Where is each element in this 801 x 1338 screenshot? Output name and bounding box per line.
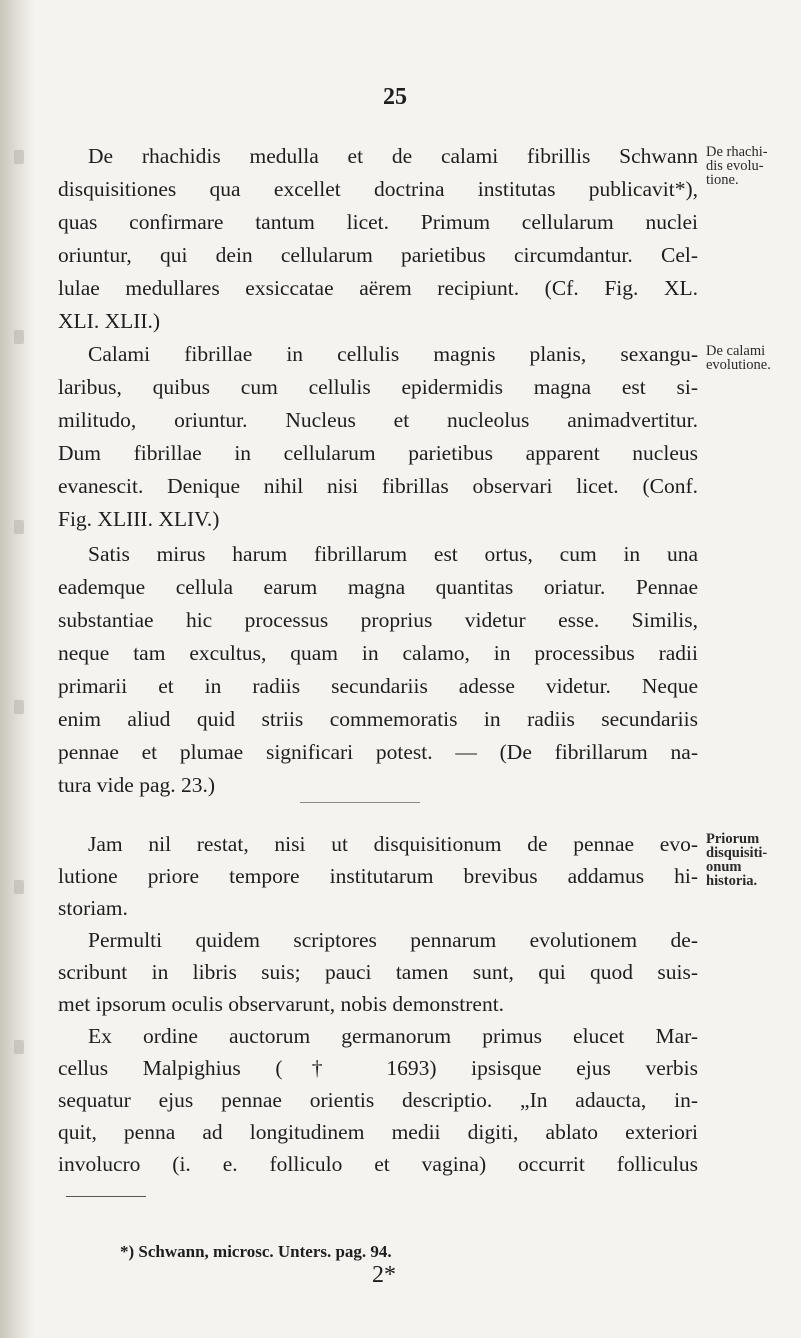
bleed-mark xyxy=(14,880,24,894)
footnote-divider xyxy=(66,1196,146,1197)
text-line: quas confirmare tantum licet. Primum cellularum nuclei xyxy=(58,210,698,234)
margin-note-history: Priorum disquisiti- onum historia. xyxy=(706,831,768,889)
text-line: sequatur ejus pennae orientis descriptio. „In adaucta, in- xyxy=(58,1088,698,1112)
text-line: disquisitiones qua excellet doctrina institutas publicavit*), xyxy=(58,177,698,201)
bleed-mark xyxy=(14,150,24,164)
bleed-mark xyxy=(14,1040,24,1054)
text-line: enim aliud quid striis commemoratis in radiis secundariis xyxy=(58,707,698,731)
text-line: Jam nil restat, nisi ut disquisitionum de pennae evo- xyxy=(88,832,698,856)
text-line: cellus Malpighius († 1693) ipsisque ejus verbis xyxy=(58,1056,698,1080)
text-line: De rhachidis medulla et de calami fibrillis Schwann xyxy=(88,144,698,168)
text-line: pennae et plumae significari potest. — (De fibrillarum na- xyxy=(58,740,698,764)
margin-note-rhachis: De rhachi- dis evolu- tione. xyxy=(706,144,768,188)
text-line: Ex ordine auctorum germanorum primus elucet Mar- xyxy=(88,1024,698,1048)
page-number: 25 xyxy=(383,84,407,110)
text-line: substantiae hic processus proprius videtur esse. Similis, xyxy=(58,608,698,632)
text-line: neque tam excultus, quam in calamo, in processibus radii xyxy=(58,641,698,665)
text-line: evanescit. Denique nihil nisi fibrillas observari licet. (Conf. xyxy=(58,474,698,498)
text-line: lutione priore tempore institutarum brevibus addamus hi- xyxy=(58,864,698,888)
page-gutter-shadow xyxy=(0,0,34,1338)
text-line: Dum fibrillae in cellularum parietibus apparent nucleus xyxy=(58,441,698,465)
text-line: involucro (i. e. folliculo et vagina) occurrit folliculus xyxy=(58,1152,698,1176)
text-line: scribunt in libris suis; pauci tamen sunt, qui quod suis- xyxy=(58,960,698,984)
text-line: primarii et in radiis secundariis adesse videtur. Neque xyxy=(58,674,698,698)
bleed-mark xyxy=(14,700,24,714)
text-line: Calami fibrillae in cellulis magnis planis, sexangu- xyxy=(88,342,698,366)
text-line: eademque cellula earum magna quantitas oriatur. Pennae xyxy=(58,575,698,599)
text-line: Satis mirus harum fibrillarum est ortus, cum in una xyxy=(88,542,698,566)
text-line: tura vide pag. 23.) xyxy=(58,773,216,797)
section-divider xyxy=(300,802,420,803)
bleed-mark xyxy=(14,330,24,344)
footnote: *) Schwann, microsc. Unters. pag. 94. xyxy=(120,1242,392,1261)
bleed-mark xyxy=(14,520,24,534)
text-line: militudo, oriuntur. Nucleus et nucleolus animadvertitur. xyxy=(58,408,698,432)
text-line: laribus, quibus cum cellulis epidermidis magna est si- xyxy=(58,375,698,399)
signature-mark: 2* xyxy=(372,1262,396,1288)
margin-note-calamus: De calami evolutione. xyxy=(706,343,771,373)
text-line: quit, penna ad longitudinem medii digiti, ablato exteriori xyxy=(58,1120,698,1144)
text-line: Fig. XLIII. XLIV.) xyxy=(58,507,220,531)
text-line: lulae medullares exsiccatae aërem recipiunt. (Cf. Fig. XL. xyxy=(58,276,698,300)
text-line: storiam. xyxy=(58,896,128,920)
text-line: XLI. XLII.) xyxy=(58,309,161,333)
text-line: oriuntur, qui dein cellularum parietibus circumdantur. Cel- xyxy=(58,243,698,267)
text-line: met ipsorum oculis observarunt, nobis demonstrent. xyxy=(58,992,505,1016)
text-line: Permulti quidem scriptores pennarum evolutionem de- xyxy=(88,928,698,952)
